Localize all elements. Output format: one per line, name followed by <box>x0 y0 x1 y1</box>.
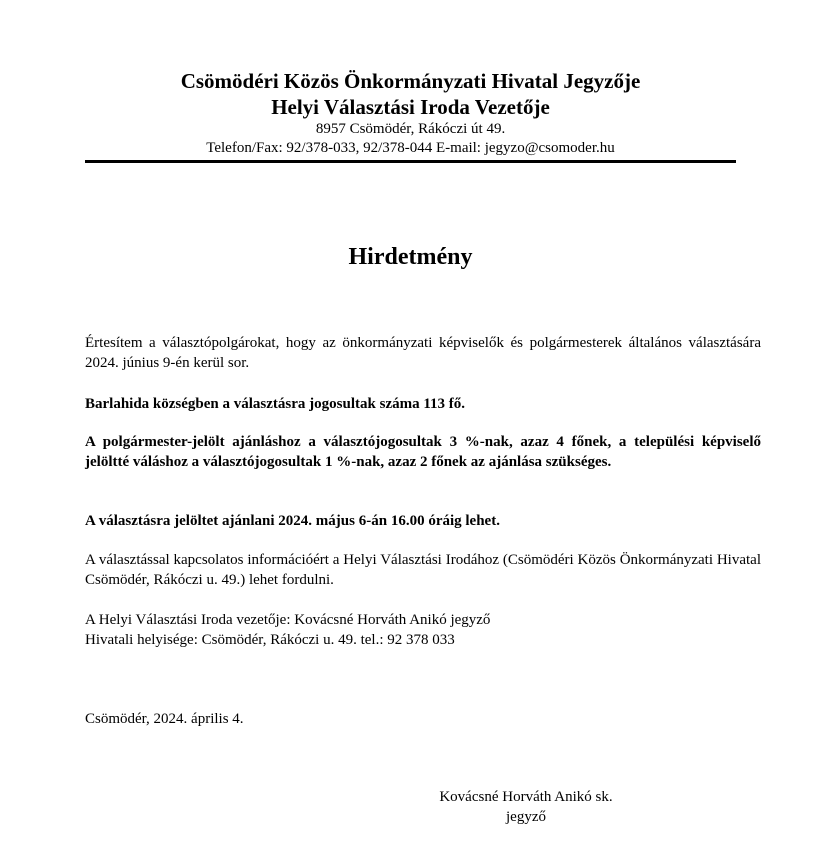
office-subtitle: Helyi Választási Iroda Vezetője <box>271 95 550 119</box>
office-address: 8957 Csömödér, Rákóczi út 49. <box>315 121 506 137</box>
paragraph-eligible-voters: Barlahida községben a választásra jogosultak száma 113 fő. <box>85 396 466 412</box>
paragraph-information: A választással kapcsolatos információért a Helyi Választási Irodához (Csömödéri Közös Önkormányzati Hivatal Csömödér, Rákóczi u. 49.) lehet fordulni. <box>85 552 761 588</box>
header-divider <box>85 160 736 163</box>
paragraph-notice: Értesítem a választópolgárokat, hogy az önkormányzati képviselők és polgármesterek általános választására 2024. június 9-én kerül sor. <box>85 335 761 371</box>
date-line: Csömödér, 2024. április 4. <box>85 711 244 727</box>
signature-block <box>426 787 626 827</box>
signature-name: Kovácsné Horváth Anikó sk. <box>439 789 613 805</box>
paragraph-office-location: Hivatali helyisége: Csömödér, Rákóczi u. 49. tel.: 92 378 033 <box>85 632 455 648</box>
paragraph-deadline: A választásra jelöltet ajánlani 2024. május 6-án 16.00 óráig lehet. <box>85 513 500 529</box>
office-name: Csömödéri Közös Önkormányzati Hivatal Jegyzője <box>180 69 641 93</box>
signature-role: jegyző <box>506 809 546 825</box>
paragraph-office-head: A Helyi Választási Iroda vezetője: Kovácsné Horváth Anikó jegyző <box>85 612 491 628</box>
paragraph-nomination-requirements: A polgármester-jelölt ajánláshoz a választójogosultak 3 %-nak, azaz 4 főnek, a települési képviselő jelöltté váláshoz a választójogosultak 1 %-nak, azaz 2 főnek az ajánlása szükséges. <box>85 434 761 470</box>
letterhead <box>85 68 736 158</box>
office-contact: Telefon/Fax: 92/378-033, 92/378-044 E-mail: jegyzo@csomoder.hu <box>206 140 615 156</box>
document-title: Hirdetmény <box>348 244 473 270</box>
